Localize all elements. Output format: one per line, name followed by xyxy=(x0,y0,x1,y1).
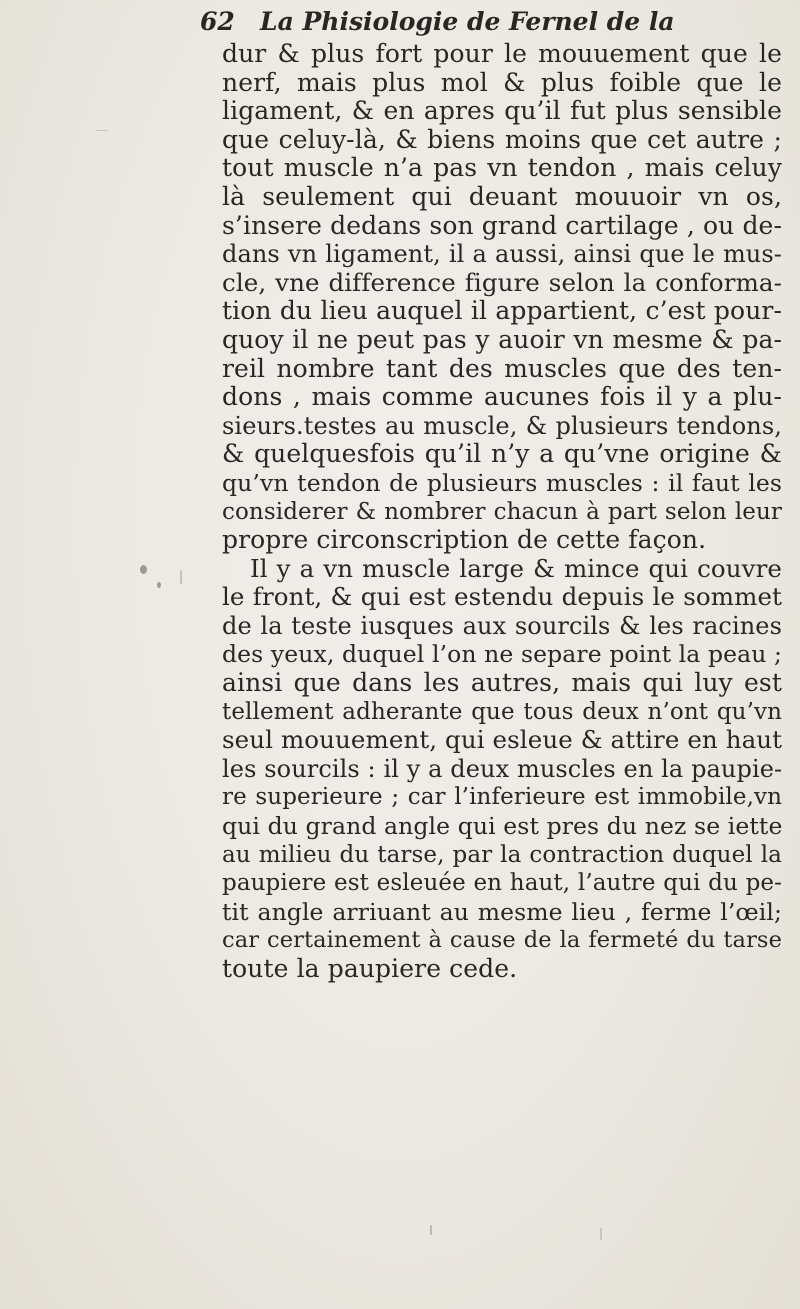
text-line: que celuy-là, & biens moins que cet autre ; xyxy=(222,124,782,154)
paper-speck xyxy=(96,130,108,131)
text-line: de la teste iusques aux sourcils & les racines xyxy=(222,611,782,640)
text-line: seul mouuement, qui esleue & attire en haut xyxy=(222,725,783,755)
text-line: toute la paupiere cede. xyxy=(222,954,518,983)
text-line: considerer & nombrer chacun à part selon leur xyxy=(222,498,782,525)
paper-speck xyxy=(430,1225,432,1235)
text-line: tellement adherante que tous deux n’ont qu’vn xyxy=(222,698,782,725)
text-line: les sourcils : il y a deux muscles en la paupie- xyxy=(222,754,783,783)
text-line: ainsi que dans les autres, mais qui luy est xyxy=(222,668,782,698)
paper-speck xyxy=(180,570,182,584)
running-title: La Phisiologie de Fernel de la xyxy=(260,7,675,36)
text-line: car certainement à cause de la fermeté du tarse xyxy=(222,927,782,954)
text-line: des yeux, duquel l’on ne separe point la peau ; xyxy=(222,640,783,669)
text-line: tout muscle n’a pas vn tendon , mais celuy xyxy=(222,153,782,183)
text-line: Il y a vn muscle large & mince qui couvre xyxy=(250,553,782,583)
text-line: là seulement qui deuant mouuoir vn os, xyxy=(222,181,782,211)
text-line: tion du lieu auquel il appartient, c’est pour- xyxy=(222,296,782,326)
text-line: le front, & qui est estendu depuis le sommet xyxy=(222,582,782,612)
text-line: dans vn ligament, il a aussi, ainsi que le mus- xyxy=(222,240,782,269)
text-line: s’insere dedans son grand cartilage , ou de- xyxy=(222,210,782,240)
text-line: qui du grand angle qui est pres du nez se iette xyxy=(222,812,783,841)
text-line: tit angle arriuant au mesme lieu , ferme l’œil; xyxy=(222,897,782,926)
text-line: nerf, mais plus mol & plus foible que le xyxy=(222,67,782,97)
text-line: cle, vne difference figure selon la conforma- xyxy=(222,267,782,297)
text-line: propre circonscription de cette façon. xyxy=(222,525,707,555)
text-line: & quelquesfois qu’il n’y a qu’vne origine & xyxy=(222,439,782,469)
text-line: dons , mais comme aucunes fois il y a plu- xyxy=(222,382,782,412)
text-line: reil nombre tant des muscles que des ten- xyxy=(222,353,782,383)
text-line: ligament, & en apres qu’il fut plus sensible xyxy=(222,96,782,126)
paper-speck xyxy=(600,1228,602,1240)
body-text xyxy=(222,40,782,984)
paper-speck xyxy=(140,565,147,574)
text-line: qu’vn tendon de plusieurs muscles : il faut les xyxy=(222,468,782,497)
text-line: paupiere est esleuée en haut, l’autre qui du pe- xyxy=(222,870,782,897)
paper-speck xyxy=(157,582,161,588)
text-line: sieurs.testes au muscle, & plusieurs tendons, xyxy=(222,411,782,440)
text-line: au milieu du tarse, par la contraction duquel la xyxy=(222,841,782,868)
text-line: dur & plus fort pour le mouuement que le xyxy=(222,39,782,68)
page-header xyxy=(200,4,720,40)
text-line: re superieure ; car l’inferieure est immobile,vn xyxy=(222,784,782,811)
page-number: 62 xyxy=(200,7,235,36)
text-line: quoy il ne peut pas y auoir vn mesme & pa- xyxy=(222,324,782,354)
